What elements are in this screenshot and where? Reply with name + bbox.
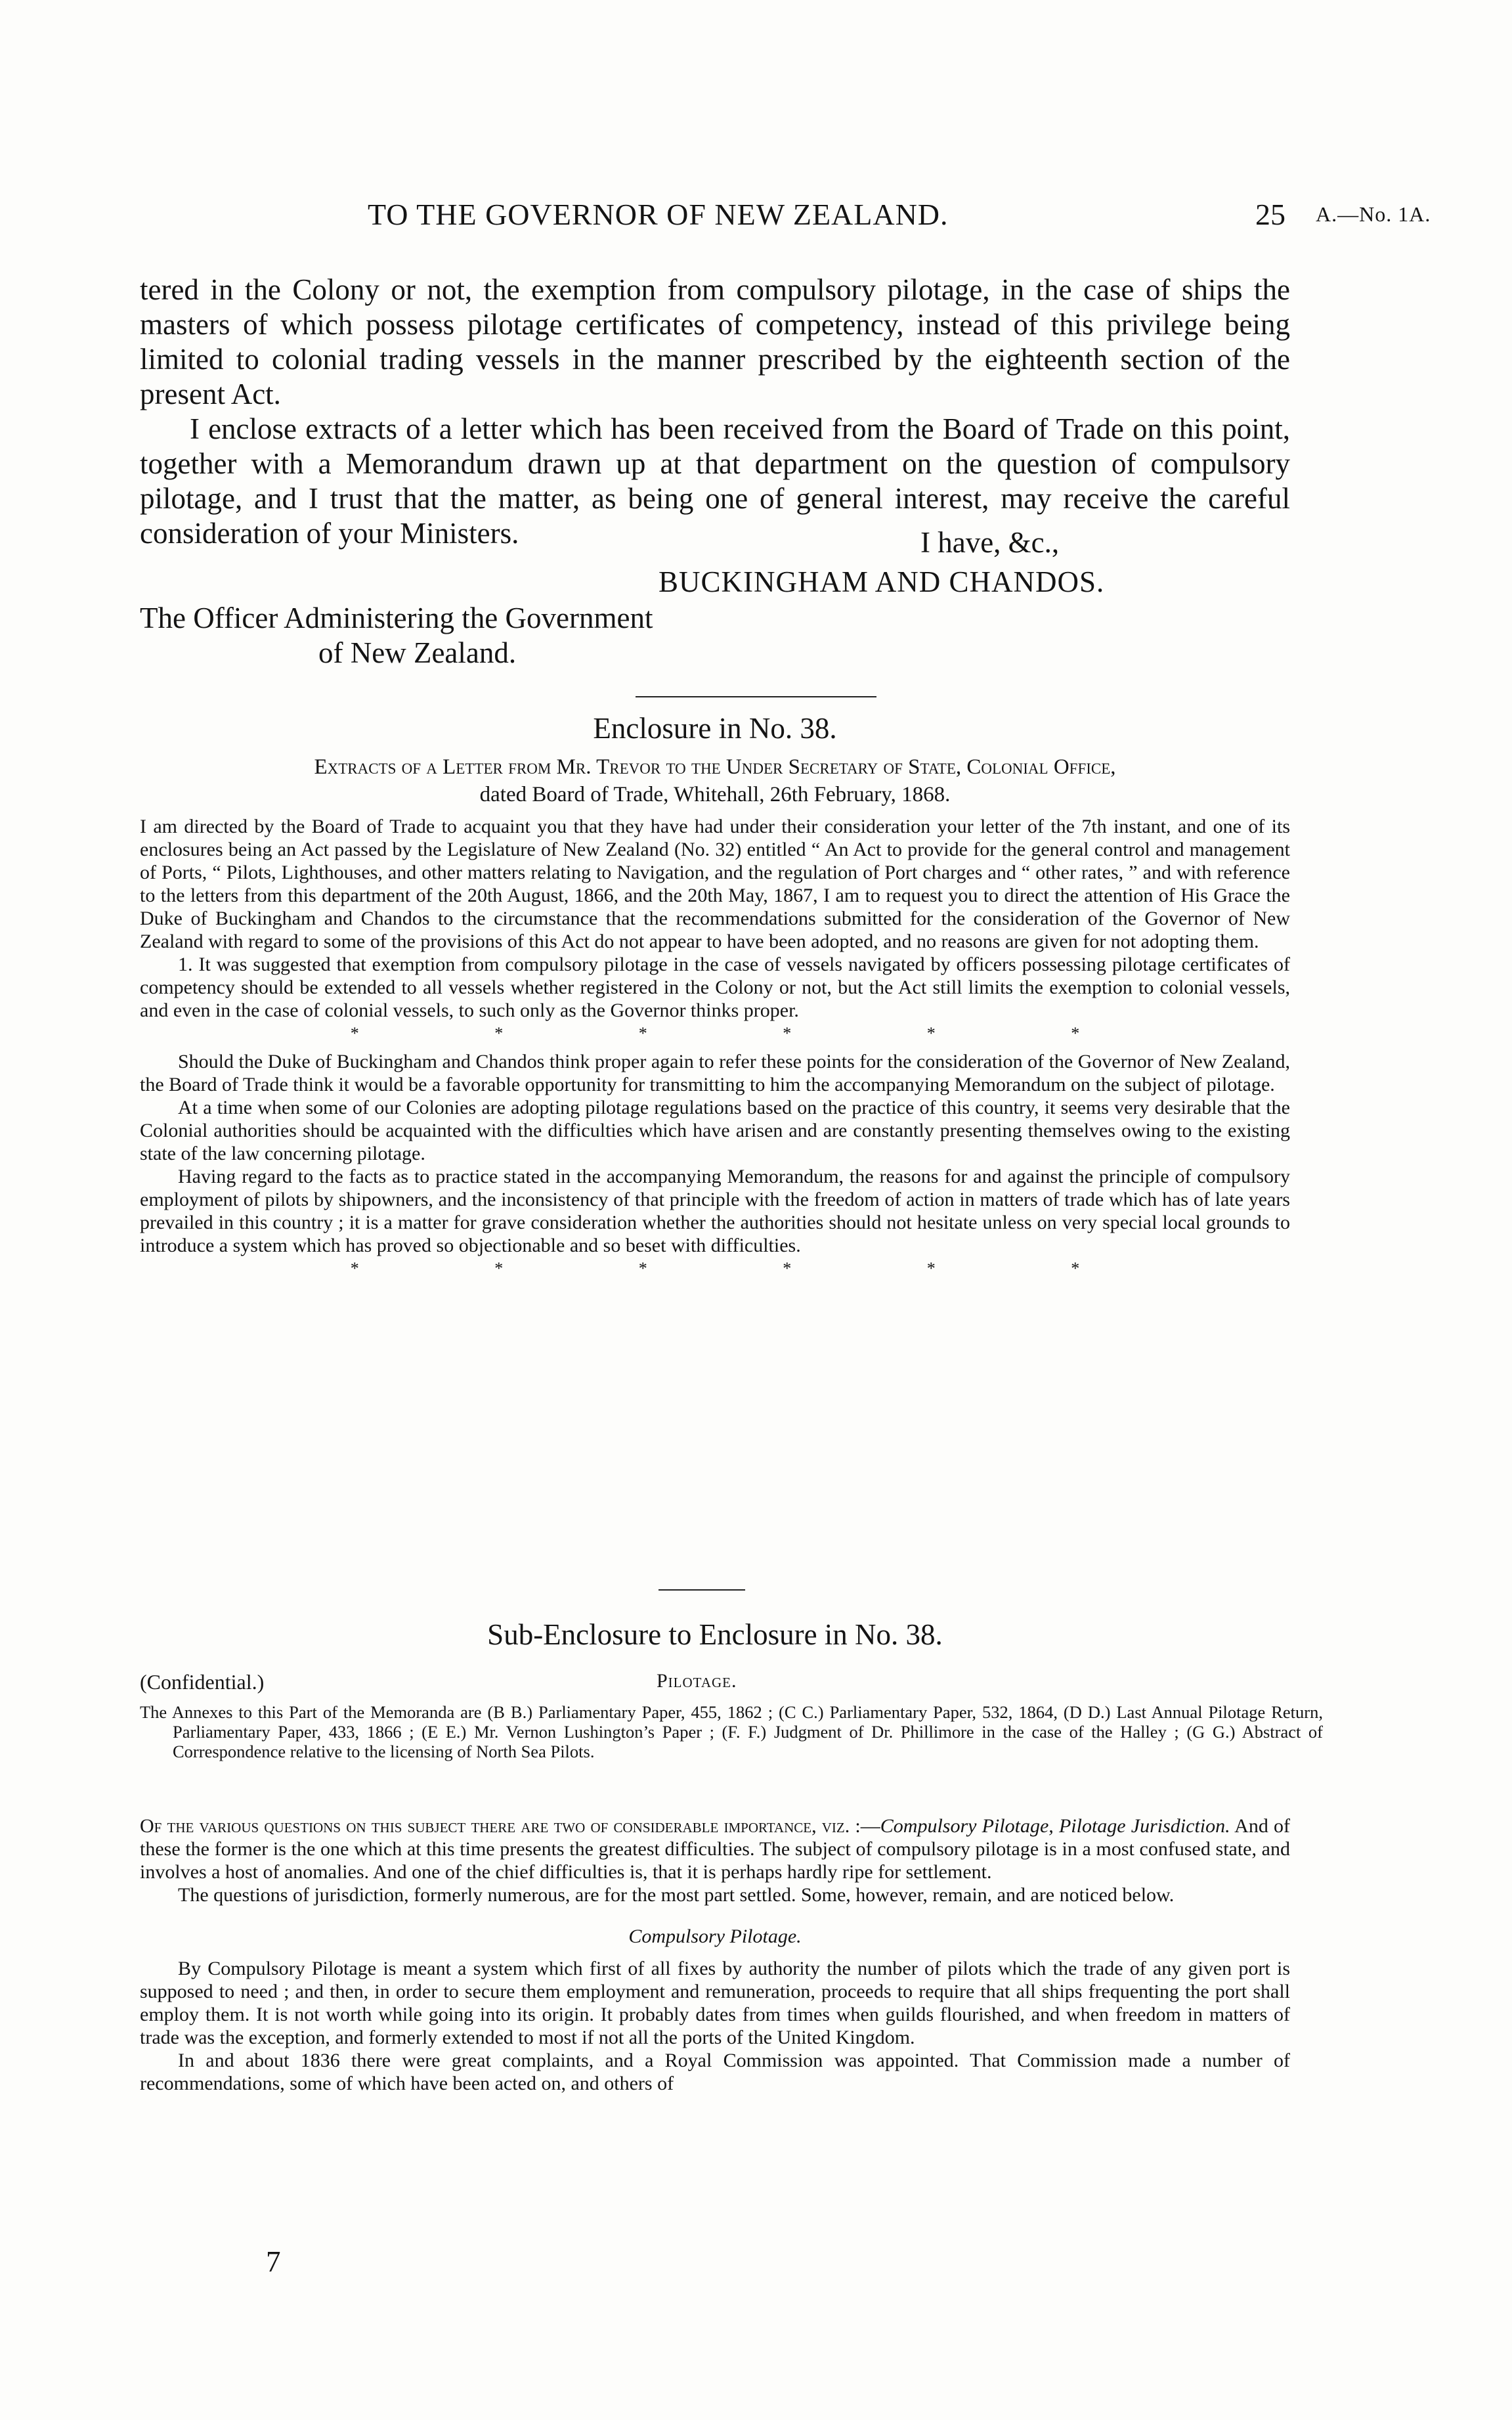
enclosure-paragraph: I am directed by the Board of Trade to acquaint you that they have had under their consideration your letter of the 7th instant, and one of its enclosures being an Act passed by the Legislature of New Zealand (No. 32) entitled “ An Act to provide for the general control and management of Ports, “ Pilots, Lighthouses, and other matters relating to Navigation, and the regulation of Port charges and “ other rates, ” and with reference to the letters from this department of the 20th August, 1866, and the 20th May, 1867, I am to request you to direct the attention of His Grace the Duke of Buckingham and Chandos to the circumstance that the recommendations submitted for the consideration of the Governor of New Zealand with regard to some of the provisions of this Act do not appear to have been adopted, and no reasons are given for not adopting them. xyxy=(140,816,1290,952)
section-divider xyxy=(636,696,876,697)
memo-paragraph: By Compulsory Pilotage is meant a system which first of all fixes by authority the number of pilots which the trade of any given port is supposed to need ; and then, in order to secure them employment and remuneration, proceeds to require that all ships frequenting the port shall employ them. It is not worth while going into its origin. It probably dates from times when guilds flourished, and when freedom in matters of trade was the exception, and formerly extended to most if not all the ports of the United Kingdom. xyxy=(140,1958,1290,2048)
memo-paragraph-end: And of these the former is the one which at this time presents the greatest difficulties. The subject of compulsory pilotage is in a most confused state, and involves a host of anomalies. And one of the chief difficulties is, that it is perhaps hardly ripe for settlement. xyxy=(140,1815,1290,1883)
confidential-label: (Confidential.) xyxy=(140,1670,265,1694)
memo-section-heading-text: Compulsory Pilotage. xyxy=(628,1925,802,1947)
letter-closing: I have, &c., xyxy=(920,526,1060,559)
running-head-title: TO THE GOVERNOR OF NEW ZEALAND. xyxy=(368,198,949,231)
letter-paragraph: I enclose extracts of a letter which has been received from the Board of Trade on this point, together with a Memorandum drawn up at that department on the question of compulsory pilotage, and I trust that the matter, as being one of general interest, may receive the careful consideration of your Ministers. xyxy=(140,412,1290,550)
sub-enclosure-heading: Sub-Enclosure to Enclosure in No. 38. xyxy=(487,1618,943,1651)
enclosure-caption-1: Extracts of a Letter from Mr. Trevor to the Under Secretary of State, Colonial Office, xyxy=(314,755,1116,779)
memo-paragraph xyxy=(140,1815,1290,1883)
memo-paragraph-italic: Compulsory Pilotage, Pilotage Jurisdiction. xyxy=(880,1815,1230,1837)
addressee-line-2: of New Zealand. xyxy=(318,636,517,669)
memo-paragraph: In and about 1836 there were great complaints, and a Royal Commission was appointed. That Commission made a number of recommendations, some of which have been acted on, and others of xyxy=(140,2050,1290,2094)
enclosure-body xyxy=(140,815,1290,1280)
signature-mark: 7 xyxy=(266,2245,281,2278)
sub-enclosure-body xyxy=(140,1815,1290,2095)
letter-signature: BUCKINGHAM AND CHANDOS. xyxy=(659,565,1105,598)
enclosure-caption-2: dated Board of Trade, Whitehall, 26th February, 1868. xyxy=(479,783,951,806)
memo-section-heading xyxy=(140,1925,1290,1948)
addressee-line-1: The Officer Administering the Government xyxy=(140,602,653,634)
paper-reference: A.—No. 1A. xyxy=(1316,202,1431,226)
section-divider-short xyxy=(659,1589,745,1591)
enclosure-paragraph: Should the Duke of Buckingham and Chandos think proper again to refer these points for the consideration of the Governor of New Zealand, the Board of Trade think it would be a favorable opportunity for transmitting to him the accompanying Memorandum on the subject of pilotage. xyxy=(140,1051,1290,1095)
annex-note: The Annexes to this Part of the Memoranda are (B B.) Parliamentary Paper, 455, 1862 ; (C C.) Parliamentary Paper, 532, 1864, (D D.) Last Annual Pilotage Return, Parliamentary Paper, 433, 1866 ; (E E.) Mr. Vernon Lushington’s Paper ; (F. F.) Judgment of Dr. Phillimore in the case of the Halley ; (G G.) Abstract of Correspondence relative to the licensing of North Sea Pilots. xyxy=(140,1702,1323,1761)
letter-continuation: tered in the Colony or not, the exemption from compulsory pilotage, in the case of ships the masters of which possess pilotage certificates of competency, instead of this privilege being limited to colonial trading vessels in the manner prescribed by the eighteenth section of the present Act. xyxy=(140,273,1290,410)
enclosure-heading: Enclosure in No. 38. xyxy=(593,712,837,745)
memo-paragraph: The questions of jurisdiction, formerly numerous, are for the most part settled. Some, however, remain, and are noticed below. xyxy=(178,1884,1175,1906)
enclosure-paragraph: 1. It was suggested that exemption from compulsory pilotage in the case of vessels navigated by officers possessing pilotage certificates of competency should be extended to all vessels whether registered in the Colony or not, but the Act still limits the exemption to colonial vessels, and even in the case of colonial vessels, to such only as the Governor thinks proper. xyxy=(140,954,1290,1021)
page-number: 25 xyxy=(1255,198,1285,231)
subject-label: Pilotage. xyxy=(657,1670,737,1692)
omission-stars: * * * * * * xyxy=(350,1259,1080,1278)
enclosure-paragraph: At a time when some of our Colonies are adopting pilotage regulations based on the practice of this country, it seems very desirable that the Colonial authorities should be acquainted with the difficulties which have arisen and are constantly presenting themselves owing to the existing state of the law concerning pilotage. xyxy=(140,1097,1290,1164)
omission-stars: * * * * * * xyxy=(350,1024,1080,1043)
memo-paragraph-start: Of the various questions on this subject there are two of considerable importance, viz. :— xyxy=(140,1815,880,1837)
letter-body xyxy=(140,273,1290,551)
enclosure-paragraph: Having regard to the facts as to practice stated in the accompanying Memorandum, the reasons for and against the principle of compulsory employment of pilots by shipowners, and the inconsistency of that principle with the freedom of action in matters of trade which has of late years prevailed in this country ; it is a matter for grave consideration whether the authorities should not hesitate unless on very special local grounds to introduce a system which has proved so objectionable and so beset with difficulties. xyxy=(140,1166,1290,1256)
